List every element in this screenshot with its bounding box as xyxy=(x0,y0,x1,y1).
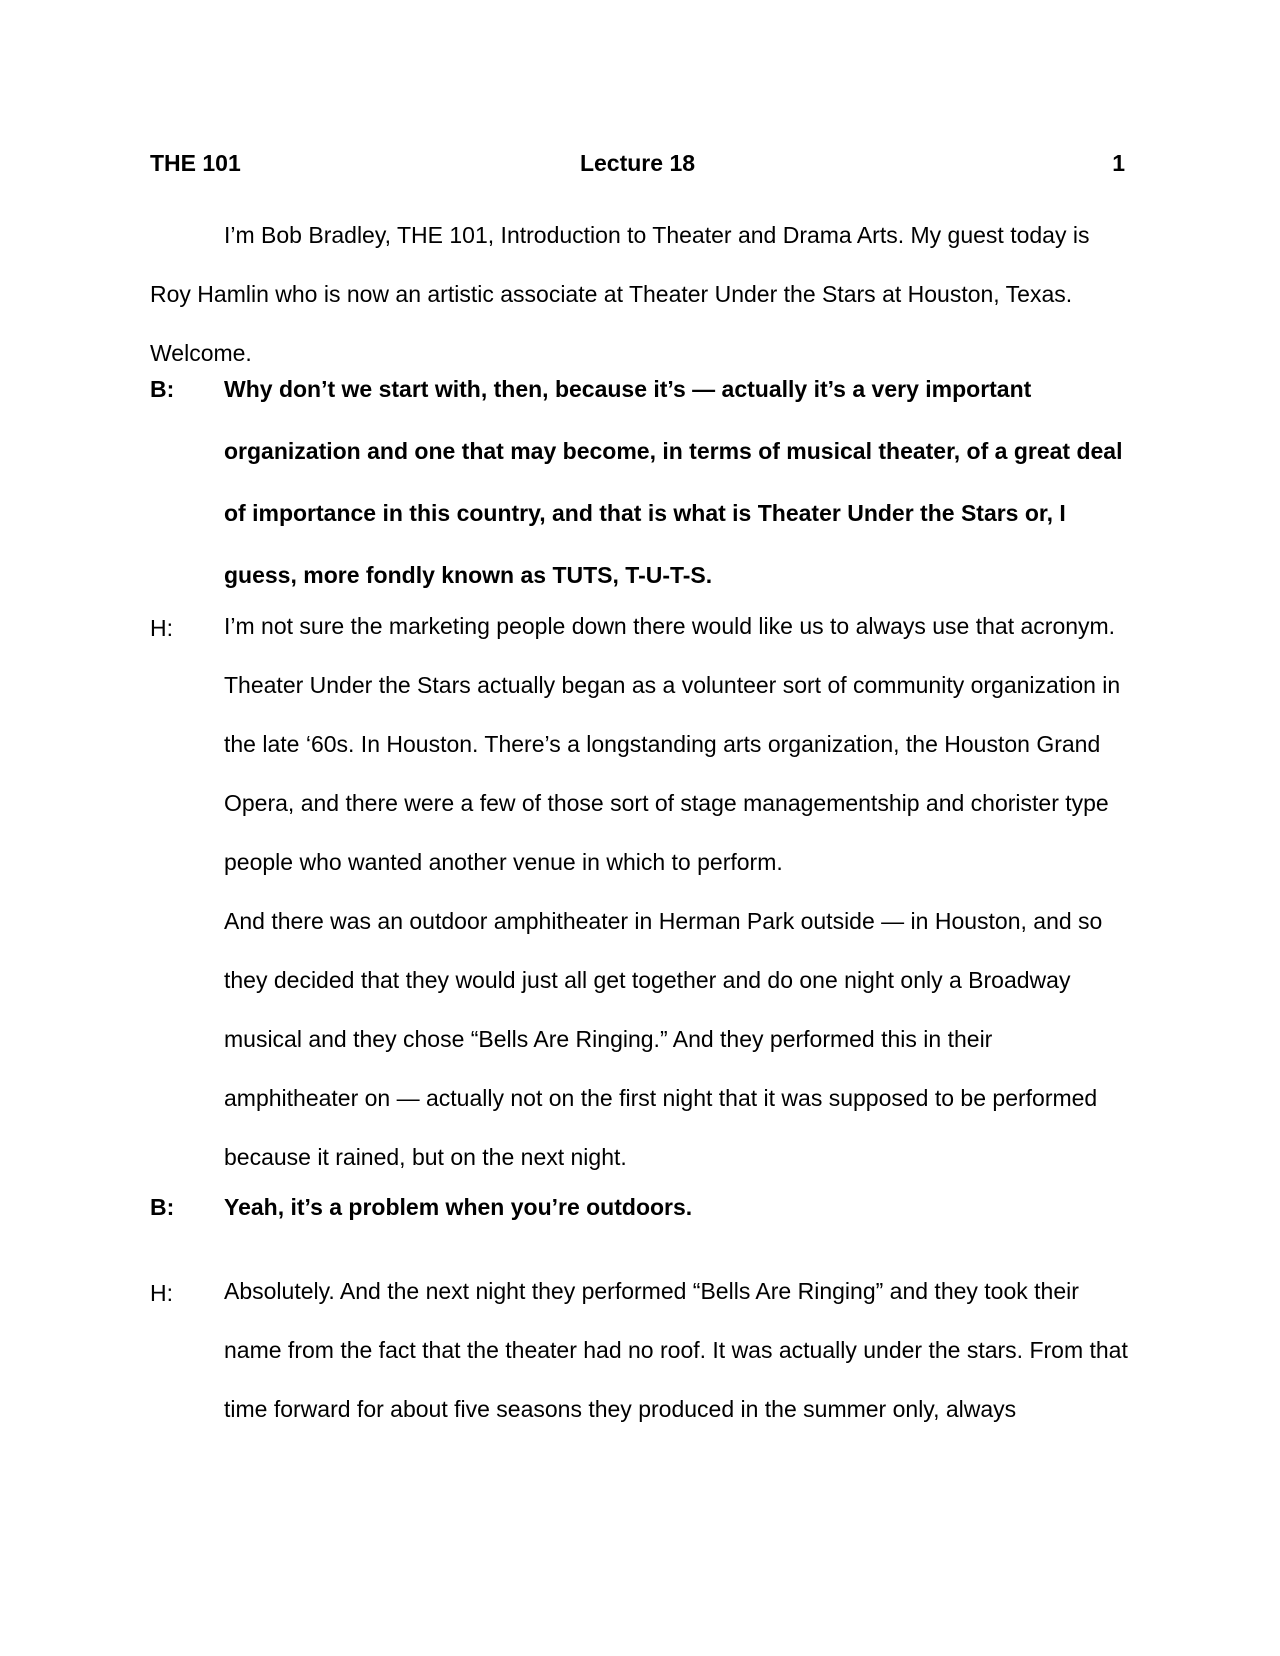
page-number: 1 xyxy=(1112,150,1125,176)
dialogue-text: Yeah, it’s a problem when you’re outdoors. xyxy=(224,1194,693,1220)
page-header xyxy=(150,150,1125,182)
dialogue-text: Why don’t we start with, then, because it’s — actually it’s a very important organization and one that may become, in terms of musical theater, of a great deal of importance in this country, and that is what is Theater Under the Stars or, I guess, more fondly known as TUTS, T-U-T-S. xyxy=(224,376,1123,588)
intro-paragraph: I’m Bob Bradley, THE 101, Introduction to Theater and Drama Arts. My guest today is Roy Hamlin who is now an artistic associate at Theater Under the Stars at Houston, Texas. Welcome. xyxy=(150,222,1090,366)
speaker-label: H: xyxy=(150,615,173,641)
dialogue-text: I’m not sure the marketing people down there would like us to always use that acronym. Theater Under the Stars actually began as a volunteer sort of community organization in the late ‘60s. In Houston. There’s a longstanding arts organization, the Houston Grand Opera, and there were a few of those sort of stage managementship and chorister type people who wanted another venue in which to perform. xyxy=(224,613,1121,875)
course-code: THE 101 xyxy=(150,150,241,176)
dialogue-text-continued: And there was an outdoor amphitheater in Herman Park outside — in Houston, and so they decided that they would just all get together and do one night only a Broadway musical and they chose “Bells Are Ringing.” And they performed this in their amphitheater on — actually not on the first night that it was supposed to be performed because it rained, but on the next night. xyxy=(224,908,1103,1170)
speaker-label: H: xyxy=(150,1280,173,1306)
speaker-label: B: xyxy=(150,376,175,402)
dialogue-text: Absolutely. And the next night they performed “Bells Are Ringing” and they took their name from the fact that the theater had no roof. It was actually under the stars. From that time forward for about five seasons they produced in the summer only, always xyxy=(224,1278,1128,1422)
lecture-title: Lecture 18 xyxy=(579,150,696,176)
speaker-label: B: xyxy=(150,1194,175,1220)
